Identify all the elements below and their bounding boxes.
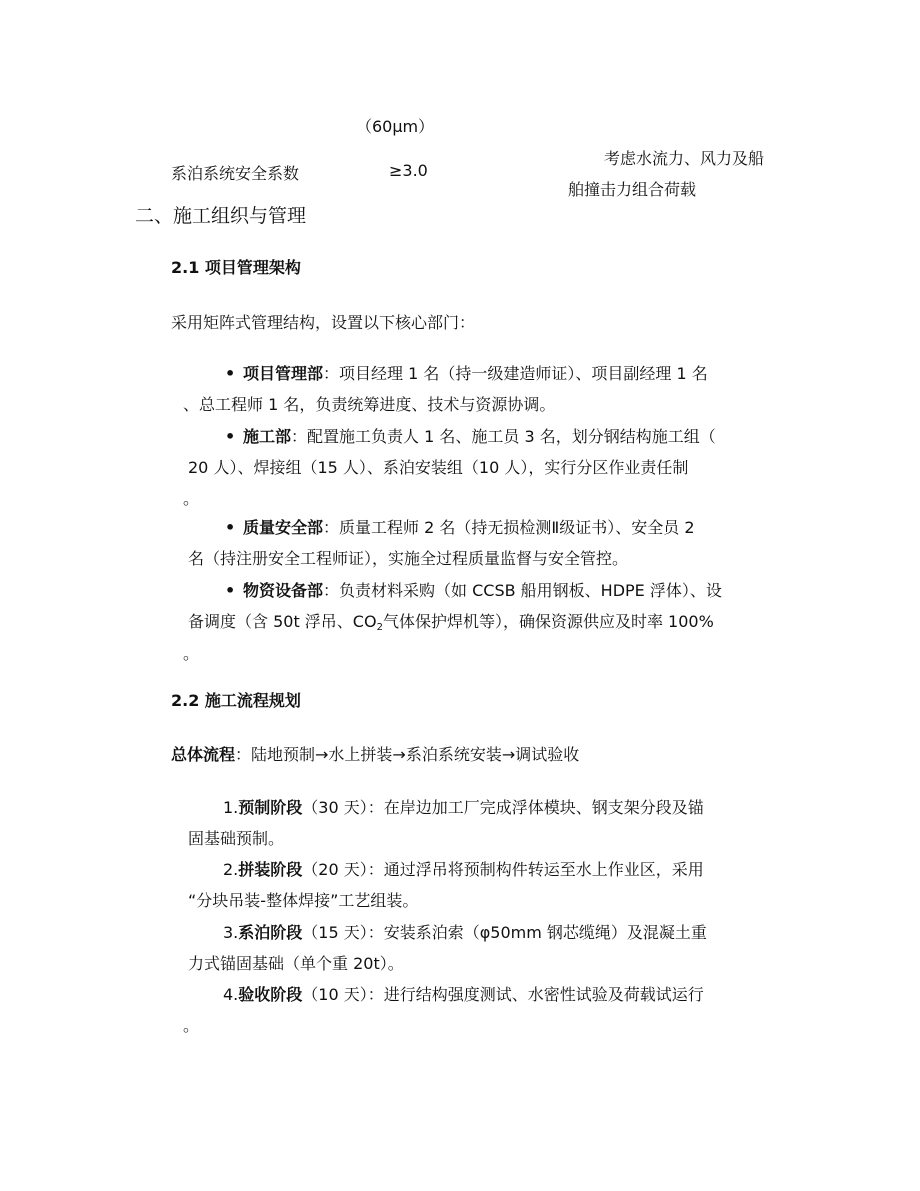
table-note-line2: 舶撞击力组合荷载	[568, 180, 697, 199]
step-number: 4.	[223, 985, 239, 1004]
dept-title: 质量安全部	[243, 518, 324, 537]
bullet-icon: •	[225, 518, 236, 537]
dept-desc: ：配置施工负责人 1 名、施工员 3 名，划分钢结构施工组（	[291, 427, 716, 446]
dept-title: 施工部	[243, 427, 292, 446]
dept-desc-cont: 、总工程师 1 名，负责统筹进度、技术与资源协调。	[183, 395, 556, 414]
overall-flow-text: ：陆地预制→水上拼装→系泊系统安装→调试验收	[235, 745, 580, 764]
overall-flow-label: 总体流程	[171, 745, 236, 764]
dept-desc-cont: 。	[183, 489, 200, 508]
step-title: 拼装阶段	[238, 860, 303, 879]
step-desc-cont: 。	[183, 1016, 200, 1035]
dept-title: 物资设备部	[243, 581, 324, 600]
step-title: 系泊阶段	[238, 923, 303, 942]
dept-title: 项目管理部	[243, 364, 324, 383]
step-number: 3.	[223, 923, 239, 942]
table-spec-cell: （60μm）	[356, 117, 435, 136]
dept-desc-cont: 名（持注册安全工程师证），实施全过程质量监督与安全管控。	[188, 549, 629, 568]
intro-paragraph: 采用矩阵式管理结构，设置以下核心部门：	[171, 313, 476, 332]
step-number: 2.	[223, 860, 239, 879]
section-heading: 二、施工组织与管理	[135, 205, 307, 227]
table-value-cell: ≥3.0	[389, 161, 428, 180]
step-desc: （15 天）：安装系泊索（φ50mm 钢芯缆绳）及混凝土重	[302, 923, 707, 942]
step-title: 预制阶段	[238, 798, 303, 817]
step-desc: （20 天）：通过浮吊将预制构件转运至水上作业区，采用	[302, 860, 704, 879]
dept-desc-cont: 20 人）、焊接组（15 人）、系泊安装组（10 人），实行分区作业责任制	[188, 458, 689, 477]
table-item-cell: 系泊系统安全系数	[171, 164, 300, 183]
step-title: 验收阶段	[238, 985, 303, 1004]
step-desc-cont: “分块吊装-整体焊接”工艺组装。	[188, 891, 419, 910]
bullet-icon: •	[225, 581, 236, 600]
overall-flow	[171, 742, 579, 765]
dept-desc-cont: 备调度（含 50t 浮吊、$CO_2$气体保护焊机等），确保资源供应及时率 100%	[188, 612, 714, 633]
subsection-heading-2-2: 2.2 施工流程规划	[171, 691, 301, 710]
subsection-heading-2-1: 2.1 项目管理架构	[171, 258, 301, 277]
dept-desc: ：质量工程师 2 名（持无损检测Ⅱ级证书）、安全员 2	[323, 518, 695, 537]
step-desc: （10 天）：进行结构强度测试、水密性试验及荷载试运行	[302, 985, 704, 1004]
step-desc-cont: 固基础预制。	[188, 829, 285, 848]
dept-desc-cont: 。	[183, 644, 200, 663]
dept-desc: ：负责材料采购（如 CCSB 船用钢板、HDPE 浮体）、设	[323, 581, 722, 600]
bullet-icon: •	[225, 364, 236, 383]
step-number: 1.	[223, 798, 239, 817]
bullet-icon: •	[225, 427, 236, 446]
table-note-line1: 考虑水流力、风力及船	[604, 149, 765, 168]
step-desc-cont: 力式锚固基础（单个重 20t）。	[188, 954, 404, 973]
step-desc: （30 天）：在岸边加工厂完成浮体模块、钢支架分段及锚	[302, 798, 704, 817]
dept-desc: ：项目经理 1 名（持一级建造师证）、项目副经理 1 名	[323, 364, 708, 383]
